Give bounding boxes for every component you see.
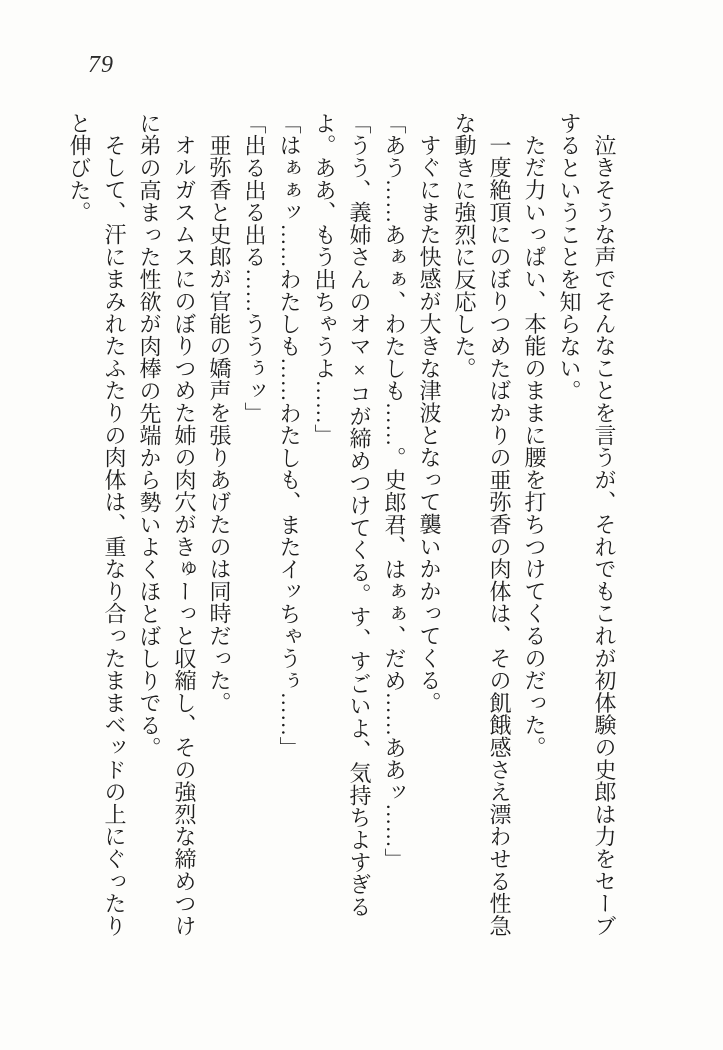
paragraph: オルガスムスにのぼりつめた姉の肉穴がきゅーっと収縮し、その強烈な締めつけに弟の高まった性欲が肉棒の先端から勢いよくほとばしりでる。 <box>137 112 197 937</box>
paragraph: すぐにまた快感が大きな津波となって襲いかかってくる。 <box>417 134 442 714</box>
paragraph: そして、汗にまみれたふたりの肉体は、重なり合ったままベッドの上にぐったりと伸びた。 <box>67 112 127 937</box>
paragraph-dialogue: 「はぁぁッ……わたしも……わたしも、またイッちゃうぅ……」 <box>277 112 302 759</box>
page-number: 79 <box>88 52 114 78</box>
paragraph-dialogue: 「出る出る出る……ううぅッ」 <box>242 112 267 425</box>
paragraph: 泣きそうな声でそんなことを言うが、それでもこれが初体験の史郎は力をセーブするということを知らない。 <box>557 112 617 937</box>
text-block <box>62 112 622 957</box>
paragraph-dialogue: 「あう……あぁぁ、わたしも……。史郎君、はぁぁ、だめ……ああッ……」 <box>382 112 407 871</box>
paragraph: ただ力いっぱい、本能のままに腰を打ちつけてくるのだった。 <box>522 134 547 759</box>
paragraph: 一度絶頂にのぼりつめたばかりの亜弥香の肉体は、その飢餓感さえ漂わせる性急な動きに強烈に反応した。 <box>452 112 512 937</box>
paragraph: 亜弥香と史郎が官能の嬌声を張りあげたのは同時だった。 <box>207 134 232 714</box>
paragraph-dialogue: 「うう、義姉さんのオマ×コが締めつけてくる。す、すごいよ、気持ちよすぎるよ。ああ、もう出ちゃうよ……」 <box>312 112 372 918</box>
